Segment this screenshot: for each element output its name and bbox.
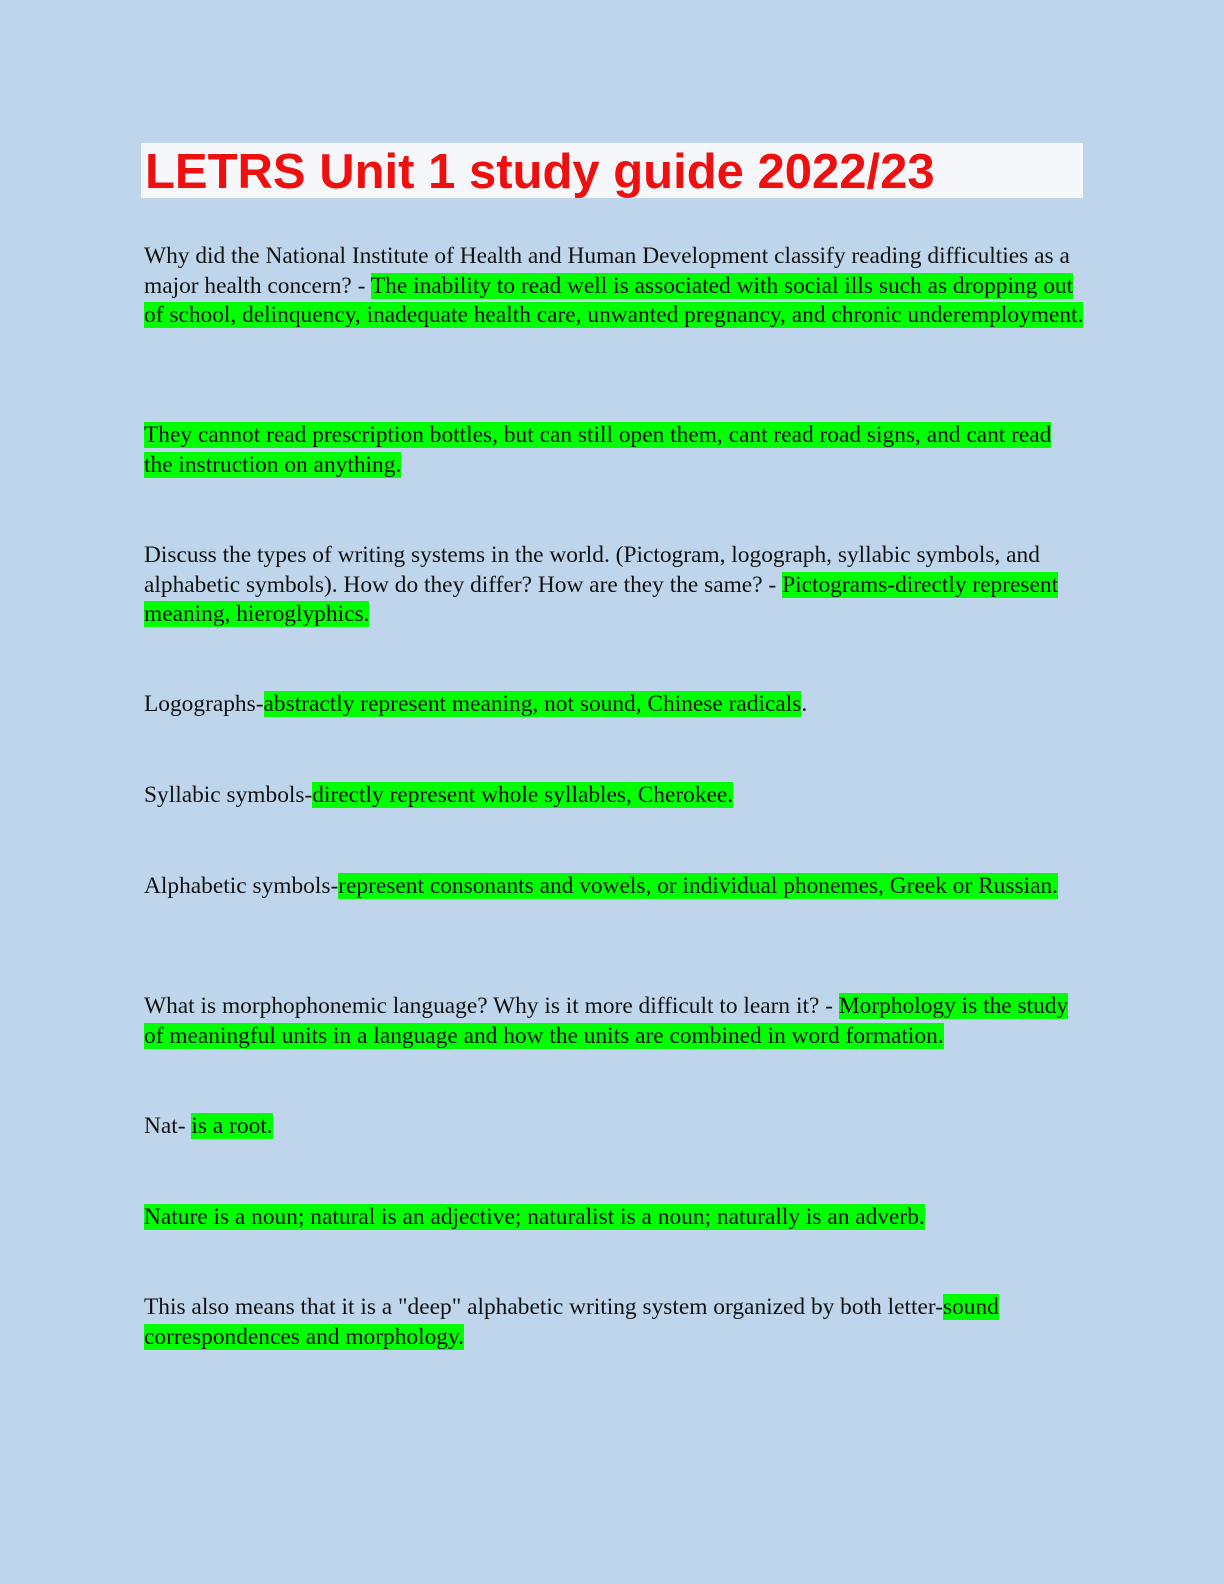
highlighted-answer: Nature is a noun; natural is an adjective; naturalist is a noun; naturally is an adverb. <box>144 1204 925 1230</box>
paragraph-nature-forms <box>144 1203 1084 1233</box>
highlighted-answer: is a root. <box>191 1113 273 1139</box>
document-title: LETRS Unit 1 study guide 2022/23 <box>145 145 935 199</box>
paragraph-deep-alphabetic <box>144 1293 1084 1352</box>
paragraph-prescription-answer <box>144 421 1084 480</box>
paragraph-nih-question <box>144 242 1084 331</box>
highlighted-answer: sound correspondences and morphology. <box>144 1294 999 1350</box>
title-box <box>141 143 1083 198</box>
question-text: Syllabic symbols- <box>144 782 313 808</box>
paragraph-logographs <box>144 690 1084 720</box>
highlighted-answer: Pictograms-directly represent meaning, hieroglyphics. <box>144 571 1059 627</box>
question-text: This also means that it is a "deep" alphabetic writing system organized by both letter- <box>144 1294 943 1320</box>
question-text: Nat- <box>144 1113 192 1139</box>
question-text: Discuss the types of writing systems in the world. (Pictogram, logograph, syllabic symbols, and alphabetic symbols). How do they differ? How are they the same? - <box>144 542 1040 598</box>
question-text: Alphabetic symbols- <box>144 873 339 899</box>
highlighted-answer: The inability to read well is associated with social ills such as dropping out of school, delinquency, inadequate health care, unwanted pregnancy, and chronic underemployment. <box>144 272 1084 328</box>
question-text: Logographs- <box>144 691 264 717</box>
highlighted-answer: abstractly represent meaning, not sound, Chinese radicals <box>263 691 802 717</box>
paragraph-nat-root <box>144 1112 1084 1142</box>
trailing-text: . <box>801 691 808 717</box>
paragraph-alphabetic-symbols <box>144 872 1084 902</box>
question-text: Why did the National Institute of Health and Human Development classify reading difficulties as a major health concern? - <box>144 243 1070 299</box>
question-text: What is morphophonemic language? Why is it more difficult to learn it? - <box>144 993 839 1019</box>
highlighted-answer: directly represent whole syllables, Cherokee. <box>312 782 734 808</box>
paragraph-syllabic-symbols <box>144 781 1084 811</box>
highlighted-answer: represent consonants and vowels, or individual phonemes, Greek or Russian. <box>338 873 1059 899</box>
paragraph-writing-systems-question <box>144 541 1084 630</box>
highlighted-answer: Morphology is the study of meaningful units in a language and how the units are combined in word formation. <box>144 993 1069 1049</box>
paragraph-morphophonemic-question <box>144 992 1084 1051</box>
highlighted-answer: They cannot read prescription bottles, but can still open them, cant read road signs, and cant read the instruction on anything. <box>144 422 1052 478</box>
